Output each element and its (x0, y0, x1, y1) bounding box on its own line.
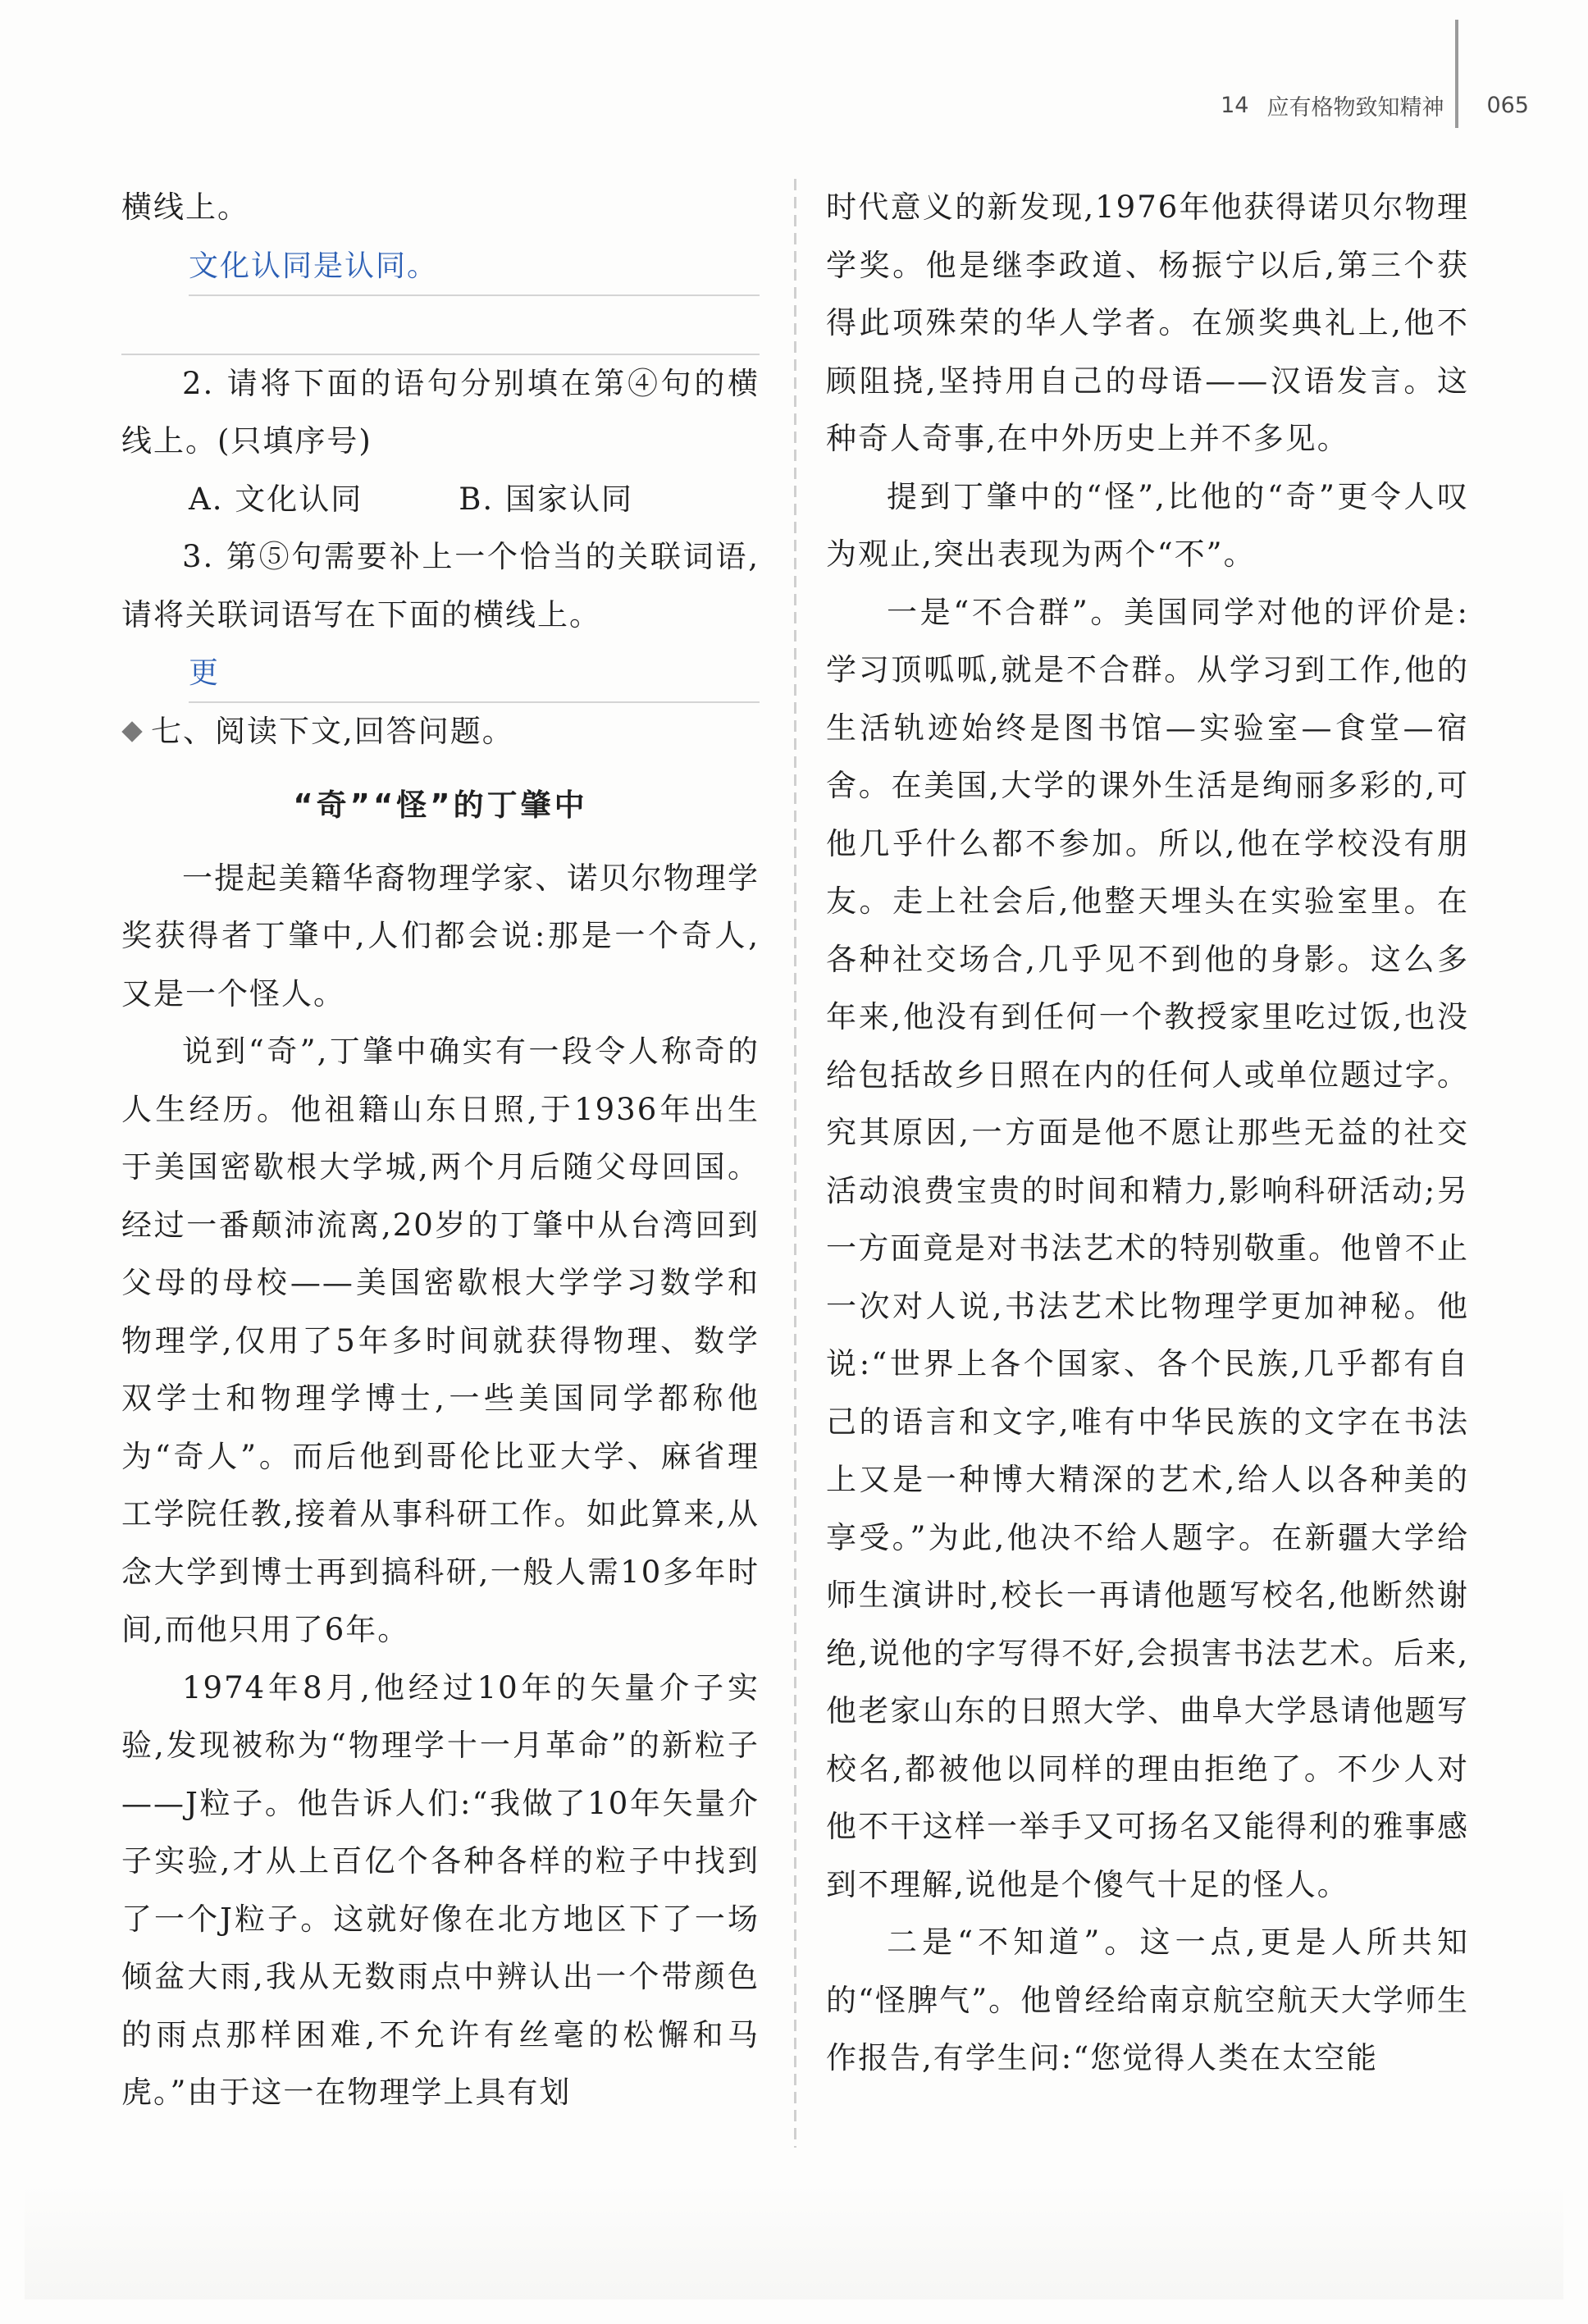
question-7-label: 七、阅读下文,回答问题。 (151, 714, 514, 749)
header-divider (1455, 20, 1458, 128)
essay-title: “奇”“怪”的丁肇中 (293, 787, 588, 823)
question-2-options: A. 文化认同 B. 国家认同 (189, 481, 633, 517)
answer-line-3[interactable]: 更 (189, 644, 760, 703)
diamond-bullet-icon (121, 722, 142, 742)
paragraph: 二是“不知道”。这一点,更是人所共知的“怪脾气”。他曾经给南京航空航天大学师生作报告,有学生问:“您觉得人类在太空能 (826, 1924, 1469, 2075)
column-divider (789, 179, 802, 2148)
paragraph: 1974年8月,他经过10年的矢量介子实验,发现被称为“物理学十一月革命”的新粒子——J粒子。他告诉人们:“我做了10年矢量介子实验,才从上百亿个各种各样的粒子中找到了一个J粒子。这就好像在北方地区下了一场倾盆大雨,我从无数雨点中辨认出一个带颜色的雨点那样困难,不允许有丝毫的松懈和马虎。”由于这一在物理学上具有划 (121, 1669, 760, 2110)
right-column (826, 179, 1469, 2088)
intro-tail: 横线上。 (121, 189, 249, 225)
answer-line-1[interactable]: 文化认同是认同。 (189, 237, 760, 296)
chapter-number: 14 (1221, 92, 1249, 118)
question-3: 3. 第⑤句需要补上一个恰当的关联词语,请将关联词语写在下面的横线上。 (121, 539, 760, 632)
page-number: 065 (1486, 92, 1529, 118)
paragraph: 时代意义的新发现,1976年他获得诺贝尔物理学奖。他是继李政道、杨振宁以后,第三个获得此项殊荣的华人学者。在颁奖典礼上,他不顾阻挠,坚持用自己的母语——汉语发言。这种奇人奇事,在中外历史上并不多见。 (826, 189, 1469, 456)
question-7 (121, 703, 760, 761)
paragraph: 说到“奇”,丁肇中确实有一段令人称奇的人生经历。他祖籍山东日照,于1936年出生于美国密歇根大学城,两个月后随父母回国。经过一番颠沛流离,20岁的丁肇中从台湾回到父母的母校——美国密歇根大学学习数学和物理学,仅用了5年多时间就获得物理、数学双学士和物理学博士,一些美国同学都称他为“奇人”。而后他到哥伦比亚大学、麻省理工学院任教,接着从事科研工作。如此算来,从念大学到博士再到搞科研,一般人需10多年时间,而他只用了6年。 (121, 1034, 760, 1647)
page-bottom-shade (25, 2185, 1563, 2299)
paragraph: 提到丁肇中的“怪”,比他的“奇”更令人叹为观止,突出表现为两个“不”。 (826, 478, 1469, 572)
page-header (1221, 89, 1529, 121)
question-2: 2. 请将下面的语句分别填在第④句的横线上。(只填序号) (121, 365, 760, 459)
left-column (121, 179, 760, 2122)
paragraph: 一是“不合群”。美国同学对他的评价是:学习顶呱呱,就是不合群。从学习到工作,他的生活轨迹始终是图书馆—实验室—食堂—宿舍。在美国,大学的课外生活是绚丽多彩的,可他几乎什么都不参加。所以,他在学校没有朋友。走上社会后,他整天埋头在实验室里。在各种社交场合,几乎见不到他的身影。这么多年来,他没有到任何一个教授家里吃过饭,也没给包括故乡日照在内的任何人或单位题过字。究其原因,一方面是他不愿让那些无益的社交活动浪费宝贵的时间和精力,影响科研活动;另一方面竟是对书法艺术的特别敬重。他曾不止一次对人说,书法艺术比物理学更加神秘。他说:“世界上各个国家、各个民族,几乎都有自己的语言和文字,唯有中华民族的文字在书法上又是一种博大精深的艺术,给人以各种美的享受。”为此,他决不给人题字。在新疆大学给师生演讲时,校长一再请他题写校名,他断然谢绝,说他的字写得不好,会损害书法艺术。后来,他老家山东的日照大学、曲阜大学恳请他题写校名,都被他以同样的理由拒绝了。不少人对他不干这样一举手又可扬名又能得利的雅事感到不理解,说他是个傻气十足的怪人。 (826, 594, 1469, 1902)
chapter-title: 应有格物致知精神 (1266, 94, 1444, 121)
answer-line-blank[interactable] (121, 296, 760, 355)
paragraph: 一提起美籍华裔物理学家、诺贝尔物理学奖获得者丁肇中,人们都会说:那是一个奇人,又是一个怪人。 (121, 860, 760, 1011)
